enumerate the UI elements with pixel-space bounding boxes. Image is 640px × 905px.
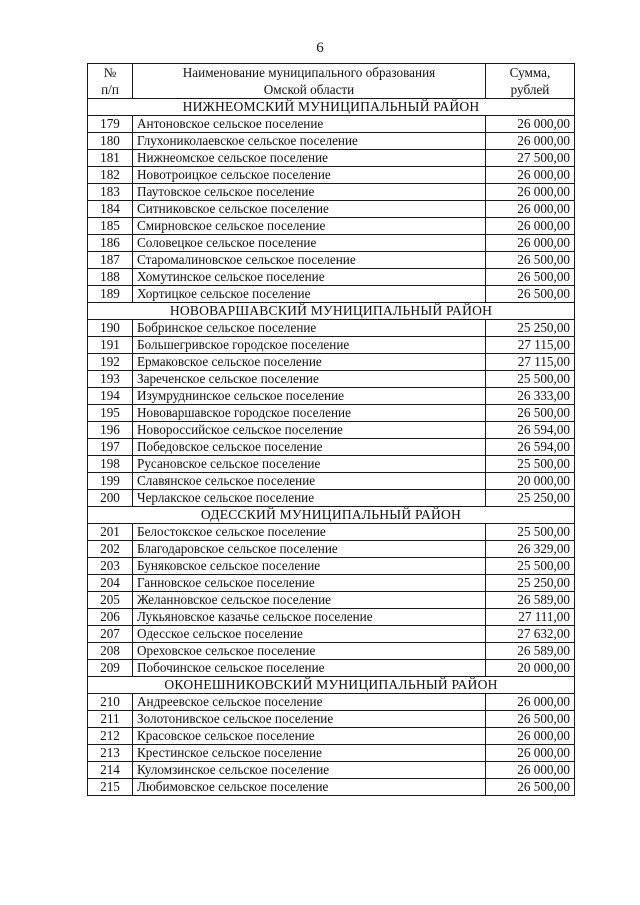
row-number: 188 xyxy=(88,269,133,286)
amount: 26 329,00 xyxy=(486,541,575,558)
table-row xyxy=(88,609,575,626)
municipality-name: Большегривское городское поселение xyxy=(133,337,486,354)
table-row xyxy=(88,252,575,269)
municipality-name: Нововаршавское городское поселение xyxy=(133,405,486,422)
amount: 26 000,00 xyxy=(486,133,575,150)
municipality-name: Смирновское сельское поселение xyxy=(133,218,486,235)
row-number: 209 xyxy=(88,660,133,677)
amount: 20 000,00 xyxy=(486,473,575,490)
municipality-name: Зареченское сельское поселение xyxy=(133,371,486,388)
amount: 26 000,00 xyxy=(486,167,575,184)
amount: 26 000,00 xyxy=(486,745,575,762)
table-row xyxy=(88,473,575,490)
municipality-name: Новотроицкое сельское поселение xyxy=(133,167,486,184)
table-row xyxy=(88,337,575,354)
allocation-table xyxy=(87,63,575,796)
municipality-name: Русановское сельское поселение xyxy=(133,456,486,473)
municipality-name: Куломзинское сельское поселение xyxy=(133,762,486,779)
table-row xyxy=(88,711,575,728)
row-number: 191 xyxy=(88,337,133,354)
table-row xyxy=(88,745,575,762)
row-number: 190 xyxy=(88,320,133,337)
amount: 27 111,00 xyxy=(486,609,575,626)
amount: 26 500,00 xyxy=(486,405,575,422)
table-row xyxy=(88,422,575,439)
table-row xyxy=(88,779,575,796)
table-row xyxy=(88,490,575,507)
municipality-name: Новороссийское сельское поселение xyxy=(133,422,486,439)
row-number: 186 xyxy=(88,235,133,252)
municipality-name: Хортицкое сельское поселение xyxy=(133,286,486,303)
amount: 25 500,00 xyxy=(486,558,575,575)
table-row xyxy=(88,405,575,422)
table-row xyxy=(88,575,575,592)
municipality-name: Соловецкое сельское поселение xyxy=(133,235,486,252)
table-row xyxy=(88,184,575,201)
district-name: ОКОНЕШНИКОВСКИЙ МУНИЦИПАЛЬНЫЙ РАЙОН xyxy=(88,677,575,694)
municipality-name: Лукьяновское казачье сельское поселение xyxy=(133,609,486,626)
row-number: 203 xyxy=(88,558,133,575)
table-row xyxy=(88,456,575,473)
row-number: 189 xyxy=(88,286,133,303)
amount: 26 500,00 xyxy=(486,779,575,796)
municipality-name: Ореховское сельское поселение xyxy=(133,643,486,660)
row-number: 204 xyxy=(88,575,133,592)
amount: 26 000,00 xyxy=(486,184,575,201)
table-row xyxy=(88,626,575,643)
municipality-name: Славянское сельское поселение xyxy=(133,473,486,490)
district-row xyxy=(88,99,575,116)
amount: 25 250,00 xyxy=(486,320,575,337)
table-row xyxy=(88,541,575,558)
page-number: 6 xyxy=(316,40,324,56)
municipality-name: Глухониколаевское сельское поселение xyxy=(133,133,486,150)
municipality-name: Желанновское сельское поселение xyxy=(133,592,486,609)
amount: 26 594,00 xyxy=(486,422,575,439)
municipality-name: Изумруднинское сельское поселение xyxy=(133,388,486,405)
row-number: 205 xyxy=(88,592,133,609)
municipality-name: Старомалиновское сельское поселение xyxy=(133,252,486,269)
district-row xyxy=(88,507,575,524)
municipality-name: Черлакское сельское поселение xyxy=(133,490,486,507)
table-row xyxy=(88,660,575,677)
header-name: Наименование муниципального образования Омской области xyxy=(133,64,486,99)
row-number: 193 xyxy=(88,371,133,388)
municipality-name: Белостокское сельское поселение xyxy=(133,524,486,541)
amount: 26 589,00 xyxy=(486,643,575,660)
row-number: 185 xyxy=(88,218,133,235)
amount: 25 500,00 xyxy=(486,371,575,388)
district-name: НИЖНЕОМСКИЙ МУНИЦИПАЛЬНЫЙ РАЙОН xyxy=(88,99,575,116)
table-row xyxy=(88,150,575,167)
municipality-name: Нижнеомское сельское поселение xyxy=(133,150,486,167)
municipality-name: Ермаковское сельское поселение xyxy=(133,354,486,371)
amount: 27 115,00 xyxy=(486,354,575,371)
municipality-name: Бобринское сельское поселение xyxy=(133,320,486,337)
header-sum: Сумма, рублей xyxy=(486,64,575,99)
table-row xyxy=(88,558,575,575)
table-row xyxy=(88,133,575,150)
amount: 26 000,00 xyxy=(486,762,575,779)
row-number: 196 xyxy=(88,422,133,439)
row-number: 198 xyxy=(88,456,133,473)
row-number: 202 xyxy=(88,541,133,558)
table-row xyxy=(88,762,575,779)
row-number: 214 xyxy=(88,762,133,779)
header-num: № п/п xyxy=(88,64,133,99)
table-row xyxy=(88,371,575,388)
row-number: 187 xyxy=(88,252,133,269)
municipality-name: Ганновское сельское поселение xyxy=(133,575,486,592)
amount: 27 500,00 xyxy=(486,150,575,167)
amount: 26 594,00 xyxy=(486,439,575,456)
amount: 26 000,00 xyxy=(486,728,575,745)
table-body xyxy=(88,99,575,796)
municipality-name: Буняковское сельское поселение xyxy=(133,558,486,575)
table-row xyxy=(88,167,575,184)
municipality-name: Побочинское сельское поселение xyxy=(133,660,486,677)
district-name: НОВОВАРШАВСКИЙ МУНИЦИПАЛЬНЫЙ РАЙОН xyxy=(88,303,575,320)
table-row xyxy=(88,116,575,133)
amount: 25 500,00 xyxy=(486,456,575,473)
row-number: 184 xyxy=(88,201,133,218)
row-number: 215 xyxy=(88,779,133,796)
amount: 27 632,00 xyxy=(486,626,575,643)
municipality-name: Одесское сельское поселение xyxy=(133,626,486,643)
amount: 27 115,00 xyxy=(486,337,575,354)
amount: 25 500,00 xyxy=(486,524,575,541)
municipality-name: Красовское сельское поселение xyxy=(133,728,486,745)
amount: 25 250,00 xyxy=(486,490,575,507)
row-number: 195 xyxy=(88,405,133,422)
district-name: ОДЕССКИЙ МУНИЦИПАЛЬНЫЙ РАЙОН xyxy=(88,507,575,524)
table-row xyxy=(88,235,575,252)
amount: 26 000,00 xyxy=(486,116,575,133)
row-number: 179 xyxy=(88,116,133,133)
amount: 26 000,00 xyxy=(486,235,575,252)
table-row xyxy=(88,269,575,286)
row-number: 180 xyxy=(88,133,133,150)
amount: 26 000,00 xyxy=(486,218,575,235)
row-number: 210 xyxy=(88,694,133,711)
row-number: 197 xyxy=(88,439,133,456)
amount: 20 000,00 xyxy=(486,660,575,677)
table-row xyxy=(88,524,575,541)
table-row xyxy=(88,286,575,303)
row-number: 213 xyxy=(88,745,133,762)
municipality-name: Ситниковское сельское поселение xyxy=(133,201,486,218)
amount: 26 589,00 xyxy=(486,592,575,609)
amount: 26 000,00 xyxy=(486,694,575,711)
table-header xyxy=(88,64,575,99)
table-row xyxy=(88,592,575,609)
amount: 26 500,00 xyxy=(486,252,575,269)
row-number: 181 xyxy=(88,150,133,167)
municipality-name: Победовское сельское поселение xyxy=(133,439,486,456)
row-number: 201 xyxy=(88,524,133,541)
row-number: 199 xyxy=(88,473,133,490)
district-row xyxy=(88,677,575,694)
row-number: 194 xyxy=(88,388,133,405)
table-row xyxy=(88,439,575,456)
municipality-name: Антоновское сельское поселение xyxy=(133,116,486,133)
amount: 26 500,00 xyxy=(486,286,575,303)
table-row xyxy=(88,728,575,745)
table-row xyxy=(88,354,575,371)
municipality-name: Андреевское сельское поселение xyxy=(133,694,486,711)
municipality-name: Паутовское сельское поселение xyxy=(133,184,486,201)
municipality-name: Крестинское сельское поселение xyxy=(133,745,486,762)
municipality-name: Благодаровское сельское поселение xyxy=(133,541,486,558)
table-row xyxy=(88,201,575,218)
row-number: 182 xyxy=(88,167,133,184)
amount: 25 250,00 xyxy=(486,575,575,592)
table-row xyxy=(88,388,575,405)
amount: 26 500,00 xyxy=(486,269,575,286)
row-number: 192 xyxy=(88,354,133,371)
amount: 26 500,00 xyxy=(486,711,575,728)
municipality-name: Золотонивское сельское поселение xyxy=(133,711,486,728)
municipality-name: Любимовское сельское поселение xyxy=(133,779,486,796)
header-row xyxy=(88,64,575,99)
row-number: 206 xyxy=(88,609,133,626)
table-row xyxy=(88,218,575,235)
row-number: 207 xyxy=(88,626,133,643)
row-number: 183 xyxy=(88,184,133,201)
table-row xyxy=(88,643,575,660)
table-row xyxy=(88,320,575,337)
row-number: 208 xyxy=(88,643,133,660)
district-row xyxy=(88,303,575,320)
row-number: 211 xyxy=(88,711,133,728)
table-row xyxy=(88,694,575,711)
municipality-name: Хомутинское сельское поселение xyxy=(133,269,486,286)
row-number: 212 xyxy=(88,728,133,745)
row-number: 200 xyxy=(88,490,133,507)
amount: 26 333,00 xyxy=(486,388,575,405)
amount: 26 000,00 xyxy=(486,201,575,218)
